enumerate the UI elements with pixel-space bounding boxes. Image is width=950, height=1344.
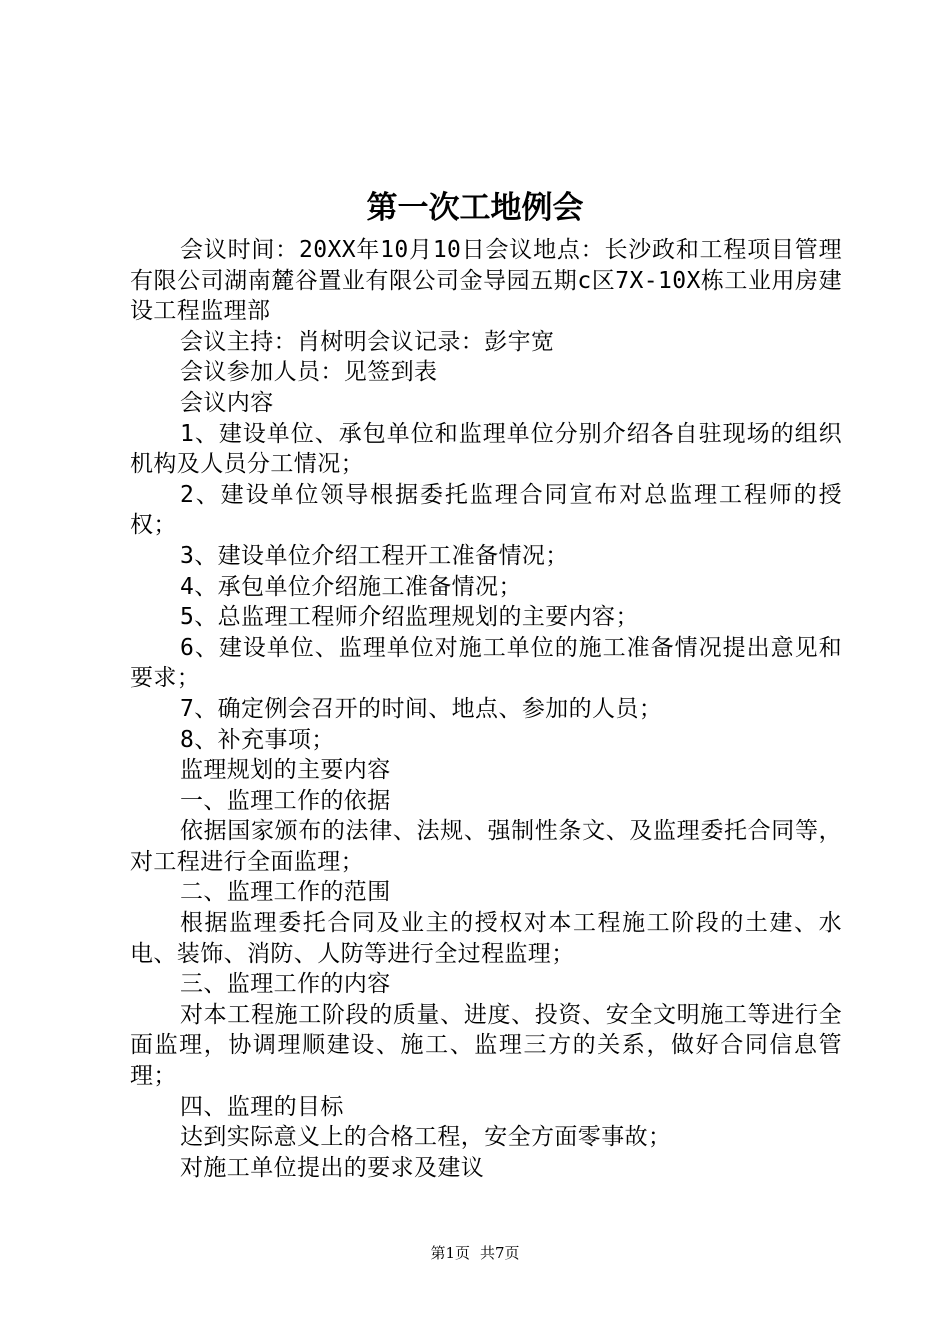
paragraph-attendees: 会议参加人员：见签到表	[180, 359, 438, 386]
paragraph-agenda-item-2: 2、建设单位领导根据委托监理合同宣布对总监理工程师的授权；	[130, 481, 842, 539]
document-title: 第一次工地例会	[366, 190, 584, 226]
page-footer	[0, 1243, 950, 1263]
paragraph-agenda-item-8: 8、补充事项；	[180, 726, 335, 753]
paragraph-agenda-item-1: 1、建设单位、承包单位和监理单位分别介绍各自驻现场的组织机构及人员分工情况；	[130, 420, 842, 478]
page-total: 共7页	[480, 1244, 520, 1262]
paragraph-section-2-body: 根据监理委托合同及业主的授权对本工程施工阶段的土建、水电、装饰、消防、人防等进行全过程监理；	[130, 910, 842, 967]
page-number: 第1页	[430, 1244, 470, 1262]
paragraph-agenda-heading: 会议内容	[180, 389, 274, 416]
paragraph-plan-heading: 监理规划的主要内容	[180, 757, 391, 784]
paragraph-section-3-heading: 三、监理工作的内容	[180, 971, 391, 998]
paragraph-section-2-heading: 二、监理工作的范围	[180, 879, 391, 906]
document-body	[130, 235, 842, 1183]
paragraph-agenda-item-7: 7、确定例会召开的时间、地点、参加的人员；	[180, 695, 663, 722]
paragraph-section-4-body: 达到实际意义上的合格工程，安全方面零事故；	[180, 1124, 672, 1151]
paragraph-agenda-item-6: 6、建设单位、监理单位对施工单位的施工准备情况提出意见和要求；	[130, 634, 842, 692]
paragraph-contractor-requests: 对施工单位提出的要求及建议	[180, 1154, 485, 1181]
paragraph-agenda-item-3: 3、建设单位介绍工程开工准备情况；	[180, 542, 569, 569]
paragraph-section-4-heading: 四、监理的目标	[180, 1093, 344, 1120]
paragraph-agenda-item-5: 5、总监理工程师介绍监理规划的主要内容；	[180, 604, 639, 631]
paragraph-host-recorder: 会议主持：肖树明会议记录：彭宇宽	[180, 328, 555, 355]
paragraph-meeting-time-location: 会议时间：20XX年10月10日会议地点：长沙政和工程项目管理有限公司湖南麓谷置业有限公司金导园五期c区7X-10X栋工业用房建设工程监理部	[130, 237, 842, 325]
paragraph-section-1-body: 依据国家颁布的法律、法规、强制性条文、及监理委托合同等，对工程进行全面监理；	[130, 818, 842, 875]
paragraph-section-3-body: 对本工程施工阶段的质量、进度、投资、安全文明施工等进行全面监理，协调理顺建设、施工、监理三方的关系，做好合同信息管理；	[130, 1001, 842, 1090]
paragraph-section-1-heading: 一、监理工作的依据	[180, 787, 391, 814]
paragraph-agenda-item-4: 4、承包单位介绍施工准备情况；	[180, 573, 522, 600]
